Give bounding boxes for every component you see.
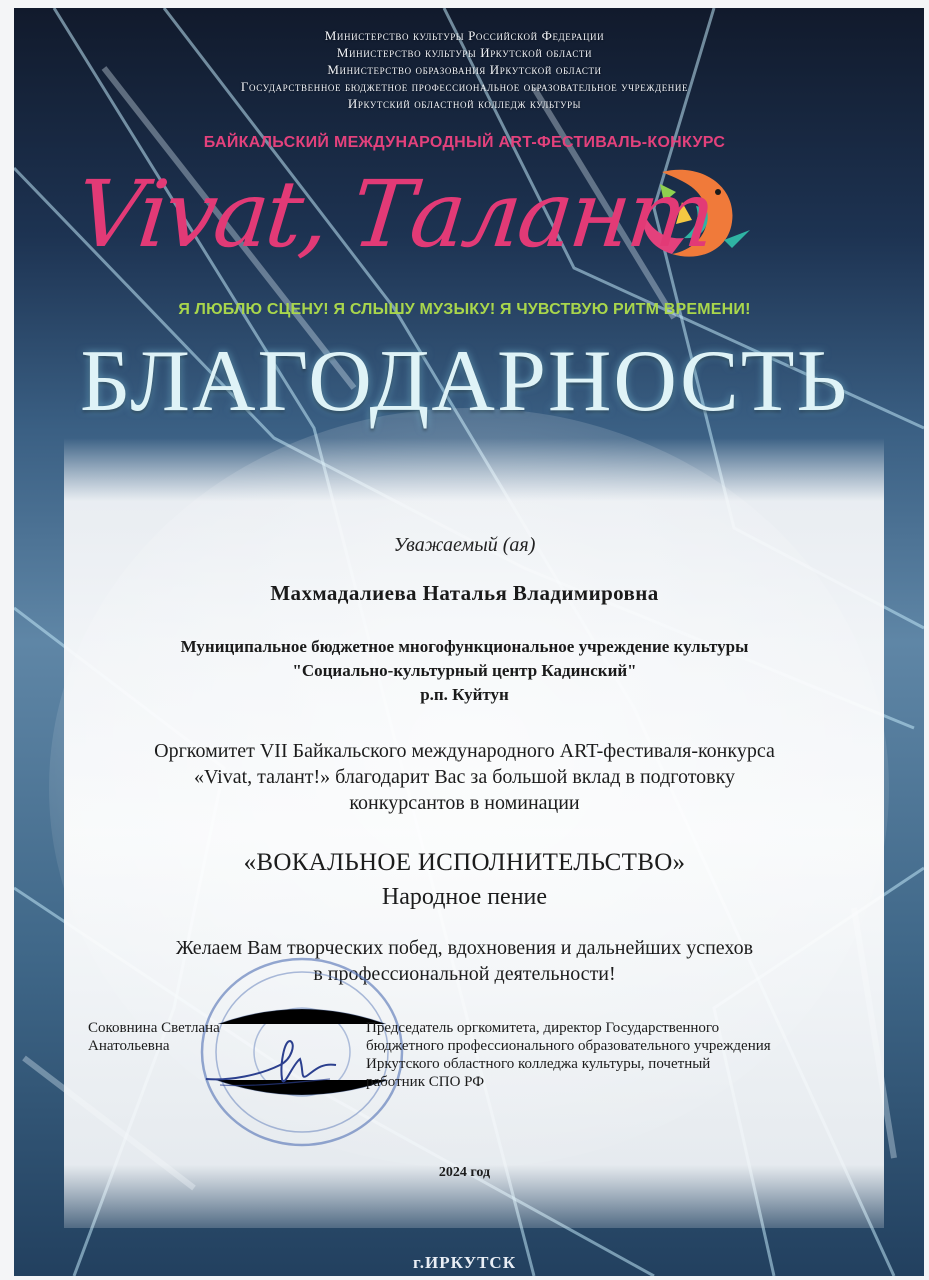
body-line-2: «Vivat, талант!» благодарит Вас за большой вклад в подготовку: [193, 766, 736, 788]
org-line-3: Министерство образования Иркутской области: [327, 62, 602, 77]
institution-line-2: "Социально-культурный центр Кадинский": [292, 661, 637, 680]
festival-logo-text: Vivat, Талант: [71, 161, 718, 268]
document-title: БЛАГОДАРНОСТЬ: [79, 333, 850, 430]
org-line-1: Министерство культуры Российской Федерации: [324, 28, 605, 43]
org-line-2: Министерство культуры Иркутской области: [336, 45, 593, 60]
recipient-name: Махмадалиева Наталья Владимировна: [270, 581, 659, 605]
signatory-position-line-1: Председатель оргкомитета, директор Государственного: [366, 1020, 720, 1036]
nomination-subtitle: Народное пение: [381, 884, 548, 910]
salutation: Уважаемый (ая): [393, 534, 536, 556]
festival-slogan: Я ЛЮБЛЮ СЦЕНУ! Я СЛЫШУ МУЗЫКУ! Я ЧУВСТВУЮ РИТМ ВРЕМЕНИ!: [178, 301, 751, 318]
document-city: г.ИРКУТСК: [412, 1253, 517, 1272]
org-line-4: Государственное бюджетное профессиональное образовательное учреждение: [240, 79, 689, 94]
body-line-1: Оргкомитет VII Байкальского международного ART-фестиваля-конкурса: [154, 740, 775, 762]
nomination-title: «ВОКАЛЬНОЕ ИСПОЛНИТЕЛЬСТВО»: [243, 849, 686, 876]
institution-line-1: Муниципальное бюджетное многофункциональное учреждение культуры: [180, 637, 749, 656]
wish-line-1: Желаем Вам творческих побед, вдохновения и дальнейших успехов: [175, 937, 754, 959]
signatory-position: [366, 1019, 854, 1091]
signature-mark-icon: [200, 1035, 340, 1095]
festival-name: БАЙКАЛЬСКИЙ МЕЖДУНАРОДНЫЙ ART-ФЕСТИВАЛЬ-КОНКУРС: [203, 134, 726, 151]
signatory-position-line-3: Иркутского областного колледжа культуры, почетный: [366, 1056, 711, 1072]
body-line-3: конкурсантов в номинации: [349, 792, 580, 814]
org-line-5: Иркутский областной колледж культуры: [347, 96, 582, 111]
institution-line-3: р.п. Куйтун: [420, 685, 509, 704]
document-year: 2024 год: [438, 1165, 491, 1180]
signatory-position-line-4: работник СПО РФ: [366, 1074, 485, 1090]
signatory-name-line-2: Анатольевна: [88, 1038, 170, 1054]
signatory-name-line-1: Соковнина Светлана: [88, 1020, 220, 1036]
signatory-position-line-2: бюджетного профессионального образовательного учреждения: [366, 1038, 771, 1054]
wish-line-2: в профессиональной деятельности!: [313, 963, 616, 985]
